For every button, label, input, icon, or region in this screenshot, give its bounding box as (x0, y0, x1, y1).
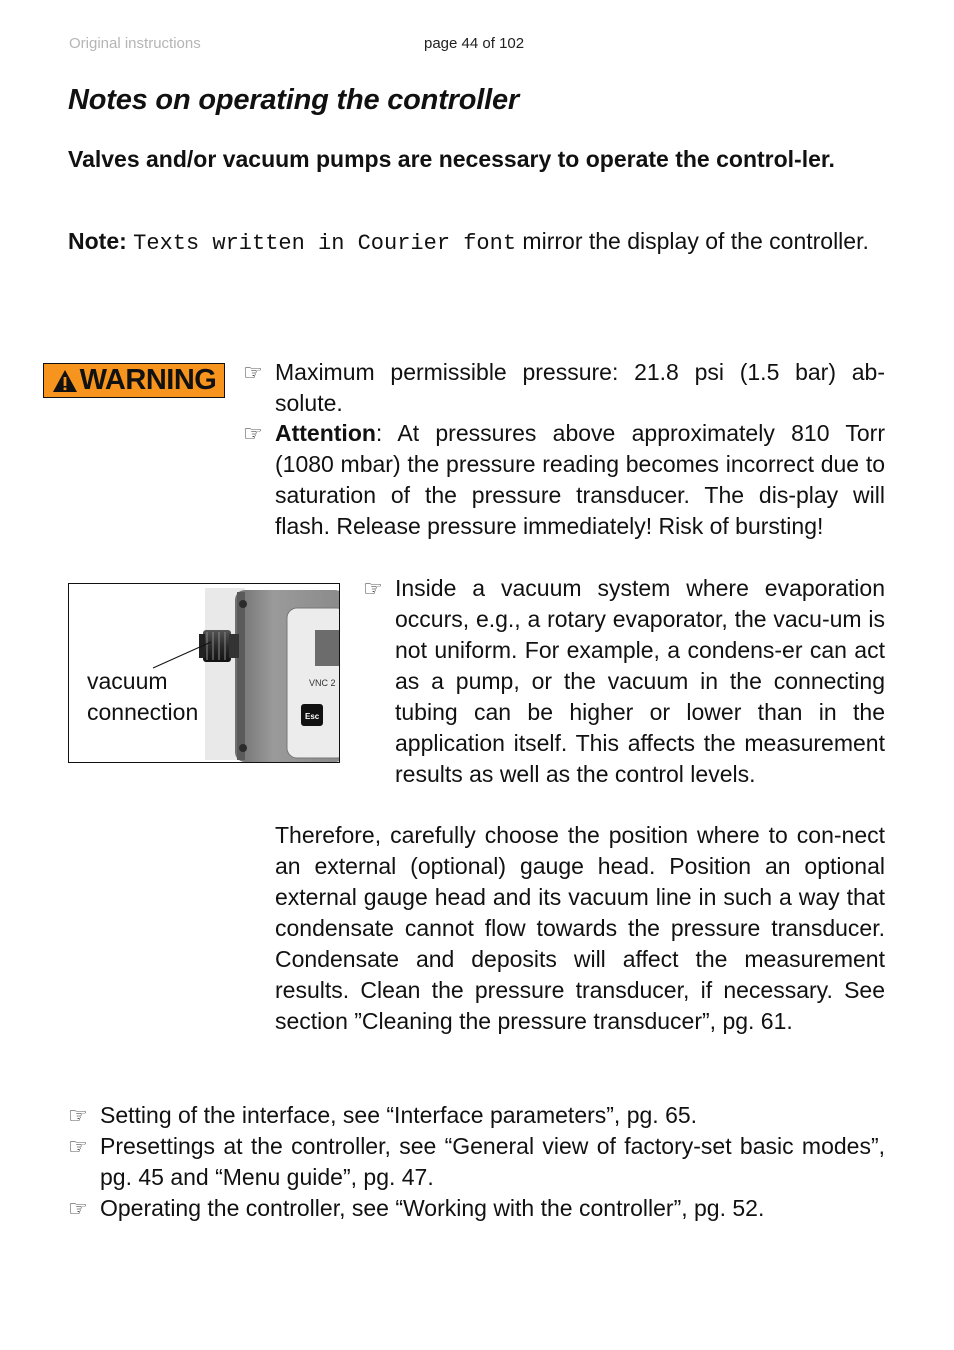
note-rest: mirror the display of the controller. (516, 228, 869, 254)
figure-label (87, 666, 198, 728)
pointing-hand-icon: ☞ (363, 576, 383, 601)
gauge-head-paragraph: Therefore, carefully choose the position where to con-nect an external (optional) gauge head. Position an optional external gauge head and its vacuum line in such a way that condensate cannot flow towards the pressure transducer. Condensate and deposits will affect the measurement results. Clean the pressure transducer, if necessary. See section ”Cleaning the pressure transducer”, pg. 61. (275, 822, 885, 1034)
page-number: page 44 of 102 (424, 35, 525, 52)
running-header-left: Original instructions (69, 35, 201, 52)
bullet-vacuum-not-uniform: Inside a vacuum system where evaporation occurs, e.g., a rotary evaporator, the vacu-um is not uniform. For example, a condens-er can act as a pump, or the vacuum in the connecting tubing can be higher or lower than in the application itself. This affects the measurement results as well as the control levels. (395, 575, 885, 787)
attention-label: Attention (275, 420, 376, 446)
intro-paragraph: Valves and/or vacuum pumps are necessary to operate the control-ler. (68, 146, 835, 172)
pointing-hand-icon: ☞ (243, 421, 263, 446)
note-courier-text: Texts written in Courier font (133, 231, 517, 256)
attention-text: : At pressures above approximately 810 Torr (1080 mbar) the pressure reading becomes incorrect due to saturation of the pressure transducer. The dis-play will flash. Release pressure immediately! Risk of bursting! (275, 420, 885, 539)
figure-label-line2: connection (87, 699, 199, 725)
device-model-text: VNC 2 (309, 678, 336, 688)
vacuum-connection-figure (68, 583, 340, 763)
warning-label-box (43, 363, 225, 398)
section-title: Notes on operating the controller (68, 84, 519, 116)
warning-text: WARNING (79, 364, 217, 396)
figure-label-line1: vacuum (87, 668, 168, 694)
note-paragraph (68, 226, 885, 259)
note-label: Note: (68, 228, 127, 254)
pointing-hand-icon: ☞ (68, 1134, 88, 1159)
esc-button-text: Esc (305, 712, 320, 721)
bullet-presettings: Presettings at the controller, see “General view of factory-set basic modes”, pg. 45 and “Menu guide”, pg. 47. (100, 1133, 885, 1190)
pointing-hand-icon: ☞ (243, 360, 263, 385)
bullet-operating: Operating the controller, see “Working with the controller”, pg. 52. (100, 1195, 765, 1221)
bullet-max-pressure: Maximum permissible pressure: 21.8 psi (1.5 bar) ab-solute. (275, 359, 885, 416)
pointing-hand-icon: ☞ (68, 1196, 88, 1221)
bullet-interface: Setting of the interface, see “Interface parameters”, pg. 65. (100, 1102, 698, 1128)
bullet-attention (275, 418, 885, 542)
warning-triangle-icon (52, 369, 78, 393)
pointing-hand-icon: ☞ (68, 1103, 88, 1128)
